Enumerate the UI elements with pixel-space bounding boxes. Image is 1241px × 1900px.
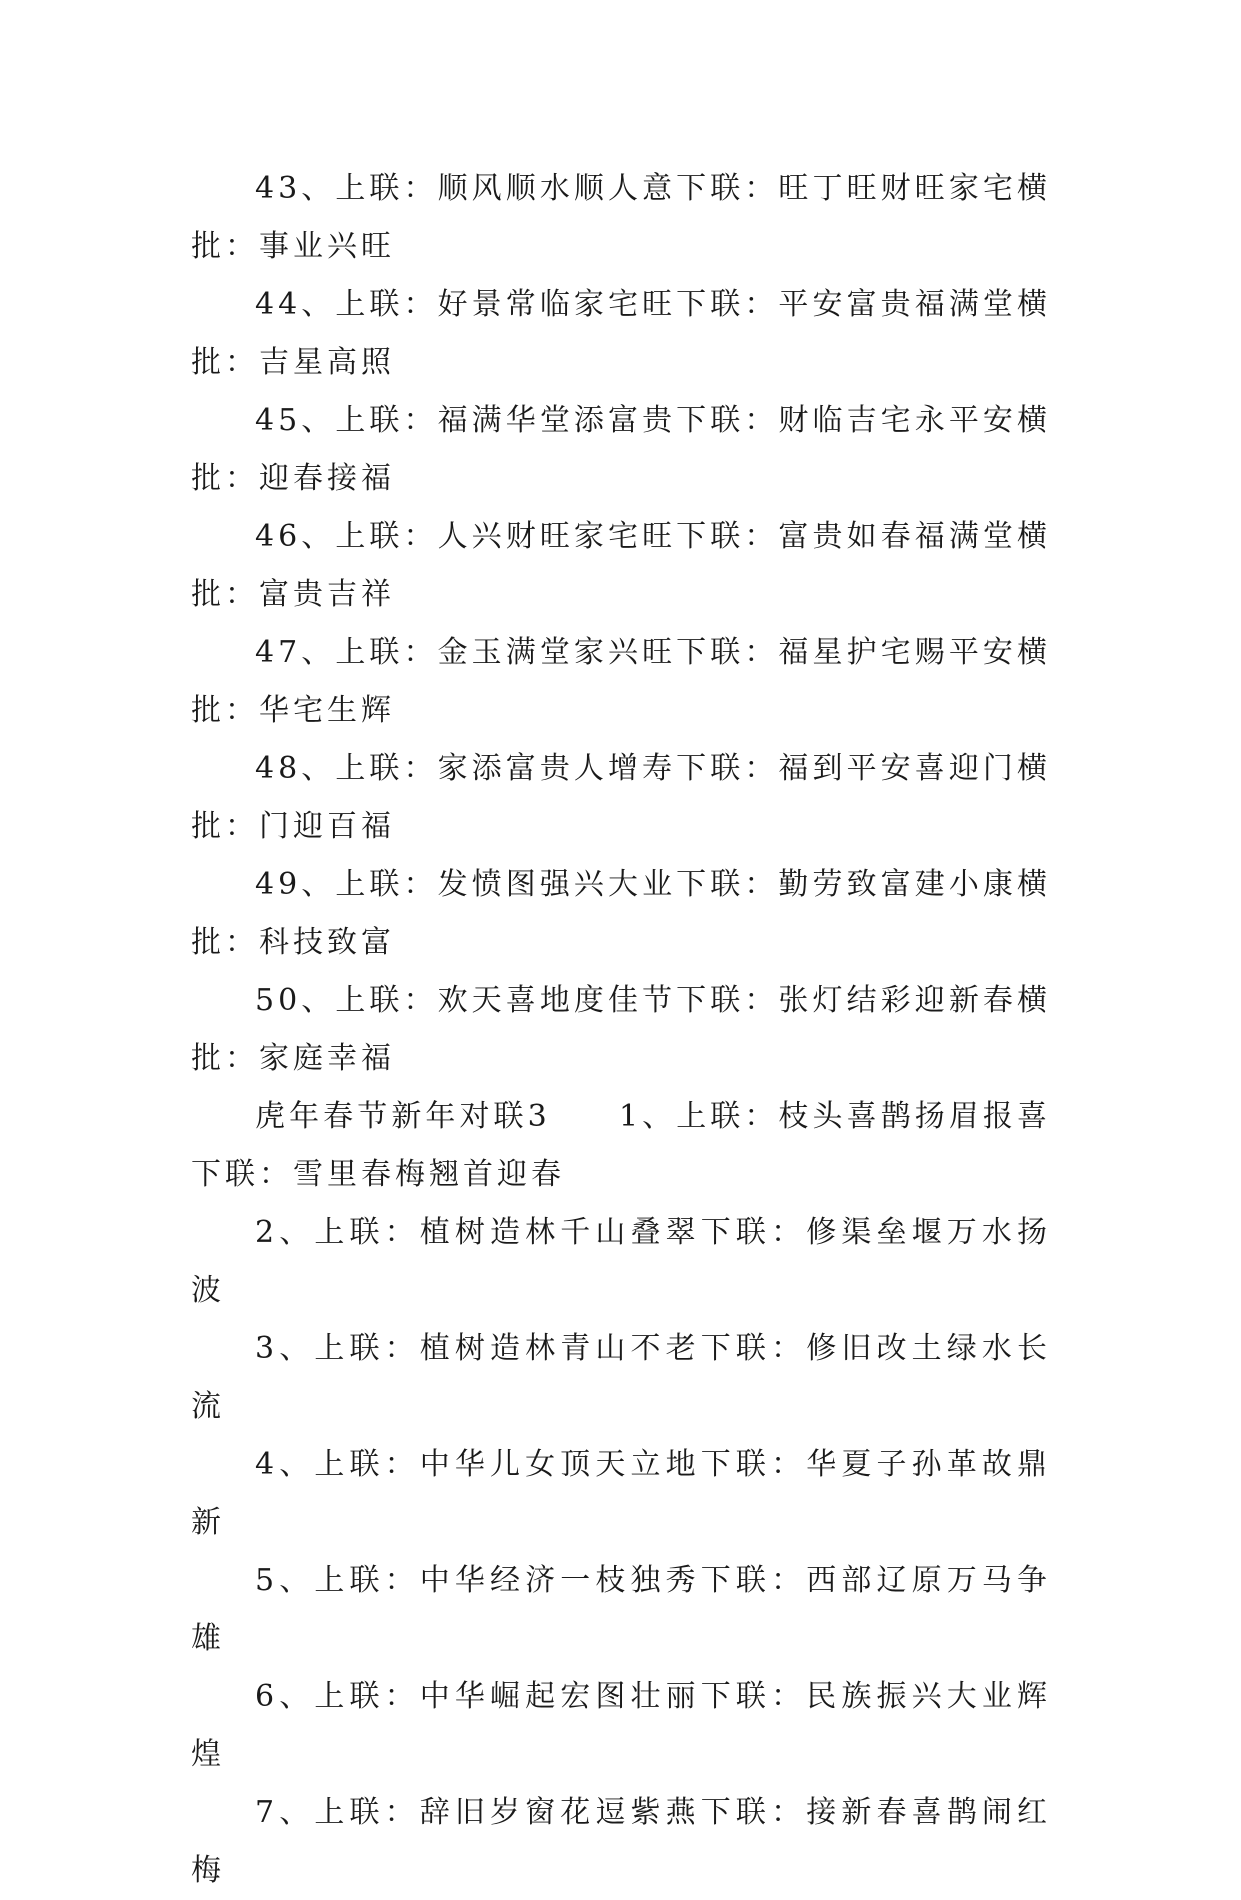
couplet-paragraph-7: 7、上联：辞旧岁窗花逗紫燕下联：接新春喜鹊闹红梅 xyxy=(191,1795,1051,1888)
couplet-paragraph-6: 6、上联：中华崛起宏图壮丽下联：民族振兴大业辉煌 xyxy=(191,1679,1051,1772)
couplet-paragraph-50: 50、上联：欢天喜地度佳节下联：张灯结彩迎新春横批：家庭幸福 xyxy=(191,983,1051,1076)
couplet-paragraph-3: 3、上联：植树造林青山不老下联：修旧改土绿水长流 xyxy=(191,1331,1051,1424)
couplet-paragraph-45: 45、上联：福满华堂添富贵下联：财临吉宅永平安横批：迎春接福 xyxy=(191,403,1051,496)
couplet-paragraph-2: 2、上联：植树造林千山叠翠下联：修渠垒堰万水扬波 xyxy=(191,1215,1051,1308)
couplet-paragraph-43: 43、上联：顺风顺水顺人意下联：旺丁旺财旺家宅横批：事业兴旺 xyxy=(191,171,1051,264)
couplet-paragraph-46: 46、上联：人兴财旺家宅旺下联：富贵如春福满堂横批：富贵吉祥 xyxy=(191,519,1051,612)
couplet-paragraph-5: 5、上联：中华经济一枝独秀下联：西部辽原万马争雄 xyxy=(191,1563,1051,1656)
couplet-paragraph-44: 44、上联：好景常临家宅旺下联：平安富贵福满堂横批：吉星高照 xyxy=(191,287,1051,380)
couplet-paragraph-47: 47、上联：金玉满堂家兴旺下联：福星护宅赐平安横批：华宅生辉 xyxy=(191,635,1051,728)
couplet-paragraph-49: 49、上联：发愤图强兴大业下联：勤劳致富建小康横批：科技致富 xyxy=(191,867,1051,960)
couplet-paragraph-48: 48、上联：家添富贵人增寿下联：福到平安喜迎门横批：门迎百福 xyxy=(191,751,1051,844)
couplet-paragraph-4: 4、上联：中华儿女顶天立地下联：华夏子孙革故鼎新 xyxy=(191,1447,1051,1540)
section-heading-and-couplet-1: 虎年春节新年对联3 1、上联：枝头喜鹊扬眉报喜下联：雪里春梅翘首迎春 xyxy=(191,1099,1051,1192)
document-page xyxy=(191,160,1051,1900)
